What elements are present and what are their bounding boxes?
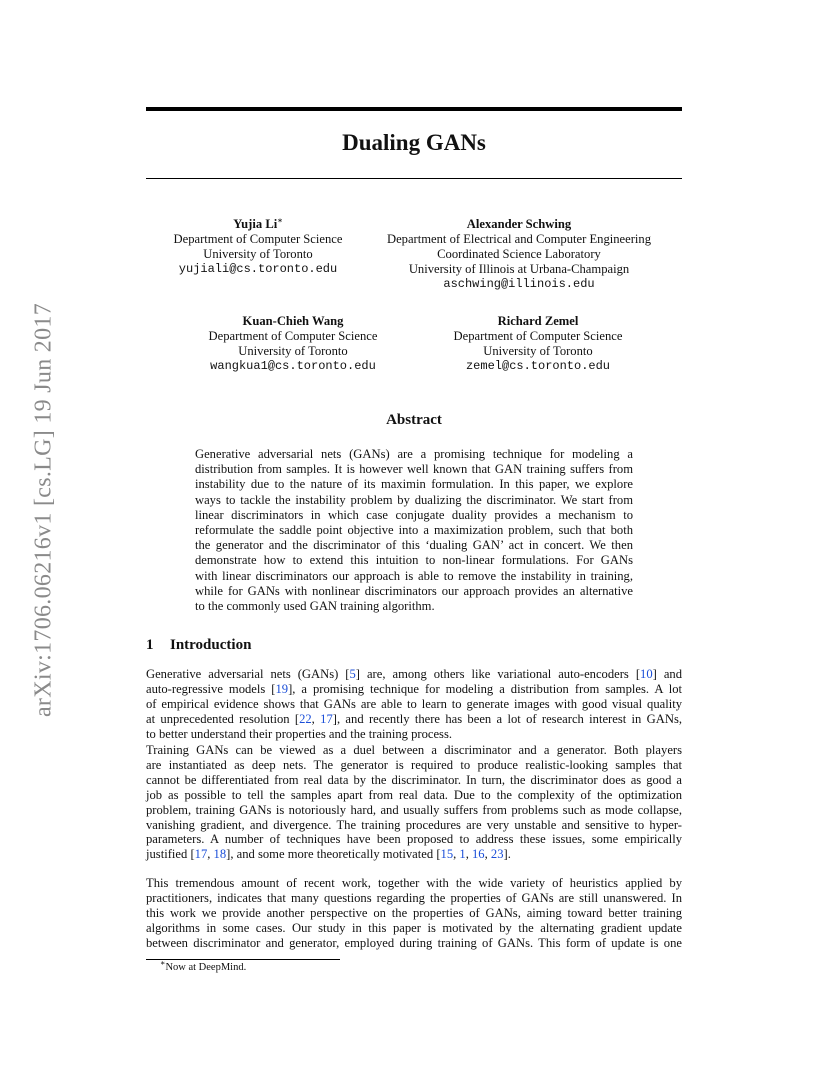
author-name: Richard Zemel	[497, 314, 579, 328]
text-line: of empirical evidence shows that GANs are able to learn to generate images with good visual quality	[146, 696, 682, 711]
title-top-rule	[146, 107, 682, 111]
citation-link[interactable]: 18	[213, 847, 227, 862]
footnote-rule	[146, 959, 340, 960]
body-paragraph	[146, 876, 682, 951]
text-line: distribution from samples. It is however well known that GAN training suffers from	[195, 462, 633, 477]
section-heading	[146, 637, 251, 654]
section-title: Introduction	[170, 637, 252, 653]
author-affiliation: University of Toronto	[238, 344, 348, 358]
text-line: ways to tackle the instability problem by dualizing the discriminator. We start from	[195, 492, 633, 507]
text-line: job as possible to tell the samples apart from real data. Due to the complexity of the optimization	[146, 787, 682, 802]
text-line: algorithms in some cases. Our study in this paper is motivated by the alternating gradient update	[146, 920, 682, 935]
text-line: problem, training GANs is notoriously hard, and usually suffers from problems such as mode collapse,	[146, 802, 682, 817]
text-line: are instantiated as deep nets. The generator is required to produce realistic-looking samples that	[146, 757, 682, 772]
author-email: wangkua1@cs.toronto.edu	[210, 359, 376, 373]
author-affiliation: Department of Computer Science	[208, 329, 378, 343]
arxiv-identifier: arXiv:1706.06216v1 [cs.LG] 19 Jun 2017	[30, 302, 57, 718]
author-name: Alexander Schwing	[466, 217, 572, 231]
text-line: practitioners, indicates that many questions regarding the properties of GANs are still unanswered. In	[146, 890, 682, 905]
text-line: to better understand their properties and the training process.	[146, 726, 453, 741]
text-line: Generative adversarial nets (GANs) [5] are, among others like variational auto-encoders [10] and	[146, 667, 682, 681]
author-affiliation: Department of Computer Science	[453, 329, 623, 343]
author-affiliation: University of Toronto	[203, 247, 313, 261]
text-line: between discriminator and generator, employed during training of GANs. This form of update is one	[146, 935, 682, 950]
footnote-text: Now at DeepMind.	[165, 962, 247, 973]
text-line: at unprecedented resolution [22, 17], and recently there has been a lot of research interest in GANs,	[146, 711, 683, 726]
author-affiliation: Department of Electrical and Computer Engineering	[386, 232, 652, 246]
text-line: to the commonly used GAN training algorithm.	[195, 599, 435, 614]
citation-link[interactable]: 23	[490, 847, 504, 862]
abstract-heading: Abstract	[386, 412, 442, 428]
title-bottom-rule	[146, 178, 682, 179]
author-block	[438, 314, 638, 374]
citation-link[interactable]: 5	[349, 667, 356, 681]
author-email: zemel@cs.toronto.edu	[465, 359, 611, 373]
text-line: This tremendous amount of recent work, together with the wide variety of heuristics applied by	[146, 876, 682, 890]
author-name: Kuan-Chieh Wang	[242, 314, 344, 328]
abstract-body	[195, 447, 633, 614]
author-email: aschwing@illinois.edu	[443, 277, 595, 291]
author-footnote-mark: ∗	[277, 215, 283, 225]
text-line: this work we provide another perspective on the properties of GANs, aiming toward better training	[146, 905, 682, 920]
citation-link[interactable]: 17	[320, 711, 333, 726]
author-name: Yujia Li∗	[233, 215, 283, 231]
text-line: parameters. A number of techniques have been proposed to address these issues, some empirically	[146, 832, 682, 847]
text-line: cannot be differentiated from real data by the discriminator. In turn, the discriminator does as good a	[146, 772, 682, 787]
author-block	[193, 314, 393, 374]
text-line: Generative adversarial nets (GANs) are a promising technique for modeling a	[195, 447, 633, 461]
author-email: yujiali@cs.toronto.edu	[178, 262, 338, 276]
citation-link[interactable]: 22	[299, 711, 312, 726]
text-line: the generator and the discriminator of this ‘dualing GAN’ act in concert. We then	[195, 538, 633, 553]
body-paragraph	[146, 667, 682, 742]
footnote-mark: ∗	[160, 958, 166, 968]
author-affiliation: University of Toronto	[483, 344, 593, 358]
body-paragraph	[146, 743, 682, 862]
text-line: instability due to the nature of its maximin formulation. In this paper, we explore	[195, 477, 633, 492]
citation-link[interactable]: 19	[275, 681, 289, 696]
citation-link[interactable]: 15	[440, 847, 454, 862]
text-line: with linear discriminators our approach is able to remove the instability in training,	[195, 568, 633, 583]
author-affiliation: University of Illinois at Urbana-Champaign	[408, 262, 630, 276]
citation-link[interactable]: 1	[459, 847, 466, 862]
paper-title: Dualing GANs	[342, 130, 486, 155]
text-line: linear discriminators in which case conjugate duality provides a mechanism to	[195, 507, 633, 522]
citation-link[interactable]: 16	[472, 847, 485, 862]
citation-link[interactable]: 17	[194, 847, 208, 862]
text-line: auto-regressive models [19], a promising technique for modeling a distribution from samples. A lot	[146, 681, 682, 696]
author-affiliation: Department of Computer Science	[173, 232, 343, 246]
footnote	[160, 958, 247, 973]
text-line: justified [17, 18], and some more theoretically motivated [15, 1, 16, 23].	[146, 847, 511, 862]
author-block	[368, 217, 670, 292]
text-line: reformulate the saddle point objective into a maximization problem, such that both	[195, 523, 633, 538]
author-affiliation: Coordinated Science Laboratory	[437, 247, 601, 261]
text-line: while for GANs with nonlinear discriminators our approach provides an alternative	[195, 583, 633, 598]
author-block	[160, 217, 356, 277]
text-line: vanishing gradient, and divergence. The training procedures are very unstable and sensitive to hyper-	[146, 817, 682, 832]
text-line: demonstrate how to extend this intuition to non-linear formulations. For GANs	[195, 553, 633, 568]
section-number: 1	[146, 637, 154, 653]
citation-link[interactable]: 10	[640, 667, 653, 681]
text-line: Training GANs can be viewed as a duel between a discriminator and a generator. Both players	[146, 743, 682, 757]
